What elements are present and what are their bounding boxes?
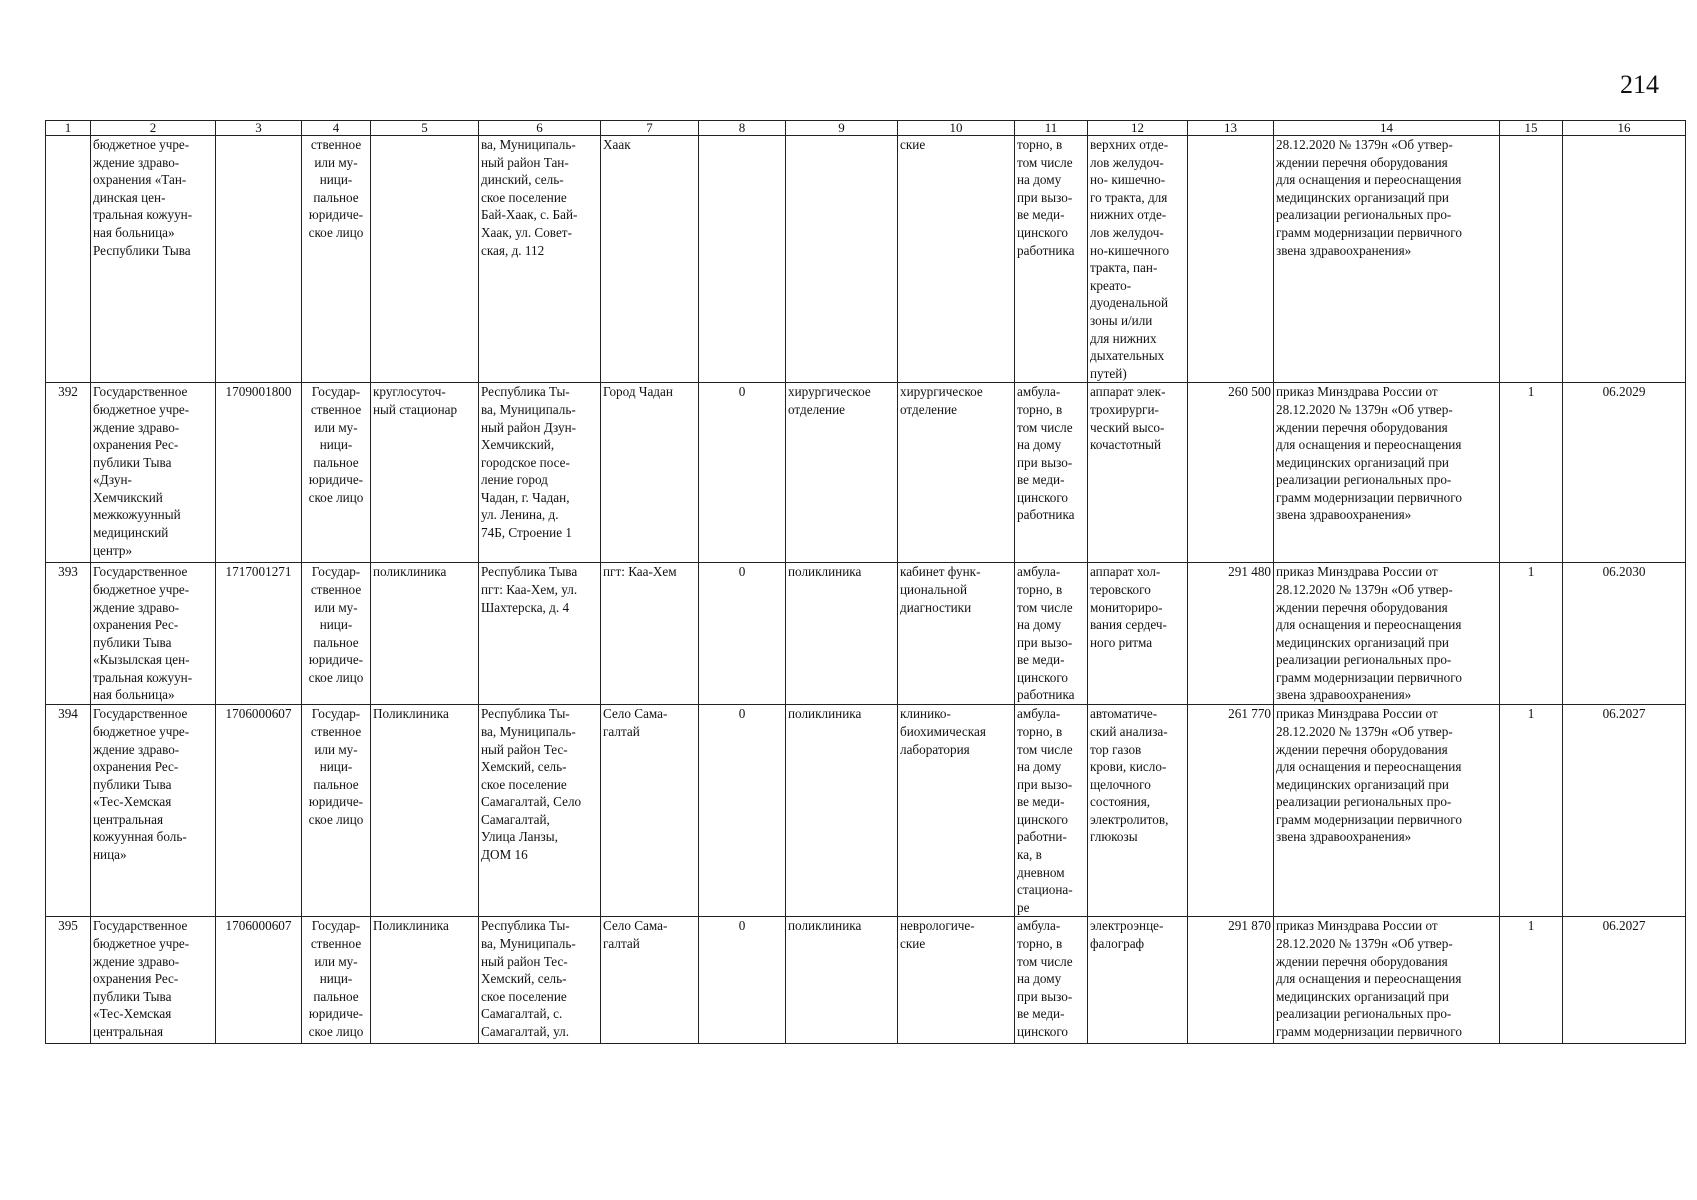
quantity: 1 — [1500, 563, 1563, 705]
legal-basis: приказ Минздрава России от 28.12.2020 № 1379н «Об утвер- ждении перечня оборудования для оснащения и переоснащения медицинских организаций при реализации региональных про- грамм модернизации первичного — [1274, 917, 1500, 1044]
table-row — [46, 383, 1686, 563]
department: неврологиче- ские — [898, 917, 1015, 1044]
date: 06.2027 — [1563, 917, 1686, 1044]
legal-form: Государ- ственное или му- ници- пальное юридиче- ское лицо — [302, 383, 371, 563]
locality: Город Чадан — [601, 383, 699, 563]
date: 06.2030 — [1563, 563, 1686, 705]
address: Республика Ты- ва, Муниципаль- ный район Дзун- Хемчикский, городское посе- ление город Чадан, г. Чадан, ул. Ленина, д. 74Б, Строение 1 — [479, 383, 601, 563]
organization-name: Государственное бюджетное учре- ждение здраво- охранения Рес- публики Тыва «Тес-Хемская центральная кожуунная боль- ница» — [91, 705, 216, 917]
value-col-8: 0 — [699, 563, 786, 705]
row-number: 395 — [46, 917, 91, 1044]
care-conditions: амбула- торно, в том числе на дому при вызо- ве меди- цинского работника — [1015, 563, 1088, 705]
value-col-8: 0 — [699, 383, 786, 563]
equipment-table — [45, 120, 1686, 1044]
facility-type: круглосуточ- ный стационар — [371, 383, 479, 563]
column-header: 10 — [898, 121, 1015, 136]
inn: 1706000607 — [216, 917, 302, 1044]
care-conditions: амбула- торно, в том числе на дому при вызо- ве меди- цинского работни- ка, в дневном стациона- ре — [1015, 705, 1088, 917]
facility-type — [371, 136, 479, 383]
equipment-name: автоматиче- ский анализа- тор газов крови, кисло- щелочного состояния, электролитов, глюкозы — [1088, 705, 1188, 917]
address: Республика Ты- ва, Муниципаль- ный район Тес- Хемский, сель- ское поселение Самагалтай, Село Самагалтай, Улица Ланзы, ДОМ 16 — [479, 705, 601, 917]
date: 06.2029 — [1563, 383, 1686, 563]
unit: поликлиника — [786, 917, 898, 1044]
column-header: 14 — [1274, 121, 1500, 136]
address: Республика Тыва пгт: Каа-Хем, ул. Шахтерска, д. 4 — [479, 563, 601, 705]
column-header: 1 — [46, 121, 91, 136]
department: ские — [898, 136, 1015, 383]
care-conditions: амбула- торно, в том числе на дому при вызо- ве меди- цинского — [1015, 917, 1088, 1044]
row-number — [46, 136, 91, 383]
quantity: 1 — [1500, 383, 1563, 563]
column-header: 2 — [91, 121, 216, 136]
locality: пгт: Каа-Хем — [601, 563, 699, 705]
column-header: 6 — [479, 121, 601, 136]
organization-name: Государственное бюджетное учре- ждение здраво- охранения Рес- публики Тыва «Кызылская цен- тральная кожуун- ная больница» — [91, 563, 216, 705]
locality: Хаак — [601, 136, 699, 383]
organization-name: Государственное бюджетное учре- ждение здраво- охранения Рес- публики Тыва «Дзун- Хемчикский межкожуунный медицинский центр» — [91, 383, 216, 563]
value-col-8: 0 — [699, 705, 786, 917]
legal-basis: приказ Минздрава России от 28.12.2020 № 1379н «Об утвер- ждении перечня оборудования для оснащения и переоснащения медицинских организаций при реализации региональных про- грамм модернизации первичного звена здравоохранения» — [1274, 705, 1500, 917]
quantity: 1 — [1500, 917, 1563, 1044]
table-row — [46, 563, 1686, 705]
inn: 1717001271 — [216, 563, 302, 705]
column-header: 16 — [1563, 121, 1686, 136]
equipment-name: аппарат элек- трохирурги- ческий высо- кочастотный — [1088, 383, 1188, 563]
row-number: 394 — [46, 705, 91, 917]
inn — [216, 136, 302, 383]
department: хирургическое отделение — [898, 383, 1015, 563]
column-number-row — [46, 121, 1686, 136]
equipment-name: аппарат хол- теровского мониториро- вания сердеч- ного ритма — [1088, 563, 1188, 705]
unit: поликлиника — [786, 705, 898, 917]
facility-type: Поликлиника — [371, 705, 479, 917]
table-row — [46, 136, 1686, 383]
column-header: 11 — [1015, 121, 1088, 136]
department: клинико- биохимическая лаборатория — [898, 705, 1015, 917]
care-conditions: торно, в том числе на дому при вызо- ве меди- цинского работника — [1015, 136, 1088, 383]
quantity — [1500, 136, 1563, 383]
legal-form: Государ- ственное или му- ници- пальное юридиче- ское лицо — [302, 705, 371, 917]
address: Республика Ты- ва, Муниципаль- ный район Тес- Хемский, сель- ское поселение Самагалтай, с. Самагалтай, ул. — [479, 917, 601, 1044]
facility-type: Поликлиника — [371, 917, 479, 1044]
unit — [786, 136, 898, 383]
row-number: 392 — [46, 383, 91, 563]
organization-name: Государственное бюджетное учре- ждение здраво- охранения Рес- публики Тыва «Тес-Хемская центральная — [91, 917, 216, 1044]
value-col-8 — [699, 136, 786, 383]
date: 06.2027 — [1563, 705, 1686, 917]
equipment-name: верхних отде- лов желудоч- но- кишечно- го тракта, для нижних отде- лов желудоч- но-кишечного тракта, пан- креато- дуоденальной зоны и/или для нижних дыхательных путей) — [1088, 136, 1188, 383]
inn: 1709001800 — [216, 383, 302, 563]
legal-basis: 28.12.2020 № 1379н «Об утвер- ждении перечня оборудования для оснащения и переоснащения медицинских организаций при реализации региональных про- грамм модернизации первичного звена здравоохранения» — [1274, 136, 1500, 383]
inn: 1706000607 — [216, 705, 302, 917]
column-header: 5 — [371, 121, 479, 136]
quantity: 1 — [1500, 705, 1563, 917]
organization-name: бюджетное учре- ждение здраво- охранения «Тан- динская цен- тральная кожуун- ная больница» Республики Тыва — [91, 136, 216, 383]
unit: хирургическое отделение — [786, 383, 898, 563]
facility-type: поликлиника — [371, 563, 479, 705]
department: кабинет функ- циональной диагностики — [898, 563, 1015, 705]
date — [1563, 136, 1686, 383]
legal-form: Государ- ственное или му- ници- пальное юридиче- ское лицо — [302, 563, 371, 705]
column-header: 12 — [1088, 121, 1188, 136]
address: ва, Муниципаль- ный район Тан- динский, сель- ское поселение Бай-Хаак, с. Бай- Хаак, ул. Совет- ская, д. 112 — [479, 136, 601, 383]
legal-form: Государ- ственное или му- ници- пальное юридиче- ское лицо — [302, 917, 371, 1044]
value-col-8: 0 — [699, 917, 786, 1044]
locality: Село Сама- галтай — [601, 705, 699, 917]
cost: 291 480 — [1188, 563, 1274, 705]
cost: 261 770 — [1188, 705, 1274, 917]
page-number: 214 — [1620, 70, 1659, 99]
table-row — [46, 705, 1686, 917]
column-header: 15 — [1500, 121, 1563, 136]
care-conditions: амбула- торно, в том числе на дому при вызо- ве меди- цинского работника — [1015, 383, 1088, 563]
legal-basis: приказ Минздрава России от 28.12.2020 № 1379н «Об утвер- ждении перечня оборудования для оснащения и переоснащения медицинских организаций при реализации региональных про- грамм модернизации первичного звена здравоохранения» — [1274, 383, 1500, 563]
cost — [1188, 136, 1274, 383]
legal-basis: приказ Минздрава России от 28.12.2020 № 1379н «Об утвер- ждении перечня оборудования для оснащения и переоснащения медицинских организаций при реализации региональных про- грамм модернизации первичного звена здравоохранения» — [1274, 563, 1500, 705]
column-header: 8 — [699, 121, 786, 136]
cost: 260 500 — [1188, 383, 1274, 563]
row-number: 393 — [46, 563, 91, 705]
unit: поликлиника — [786, 563, 898, 705]
column-header: 9 — [786, 121, 898, 136]
column-header: 3 — [216, 121, 302, 136]
column-header: 4 — [302, 121, 371, 136]
equipment-name: электроэнце- фалограф — [1088, 917, 1188, 1044]
column-header: 13 — [1188, 121, 1274, 136]
cost: 291 870 — [1188, 917, 1274, 1044]
table-row — [46, 917, 1686, 1044]
column-header: 7 — [601, 121, 699, 136]
legal-form: ственное или му- ници- пальное юридиче- ское лицо — [302, 136, 371, 383]
locality: Село Сама- галтай — [601, 917, 699, 1044]
